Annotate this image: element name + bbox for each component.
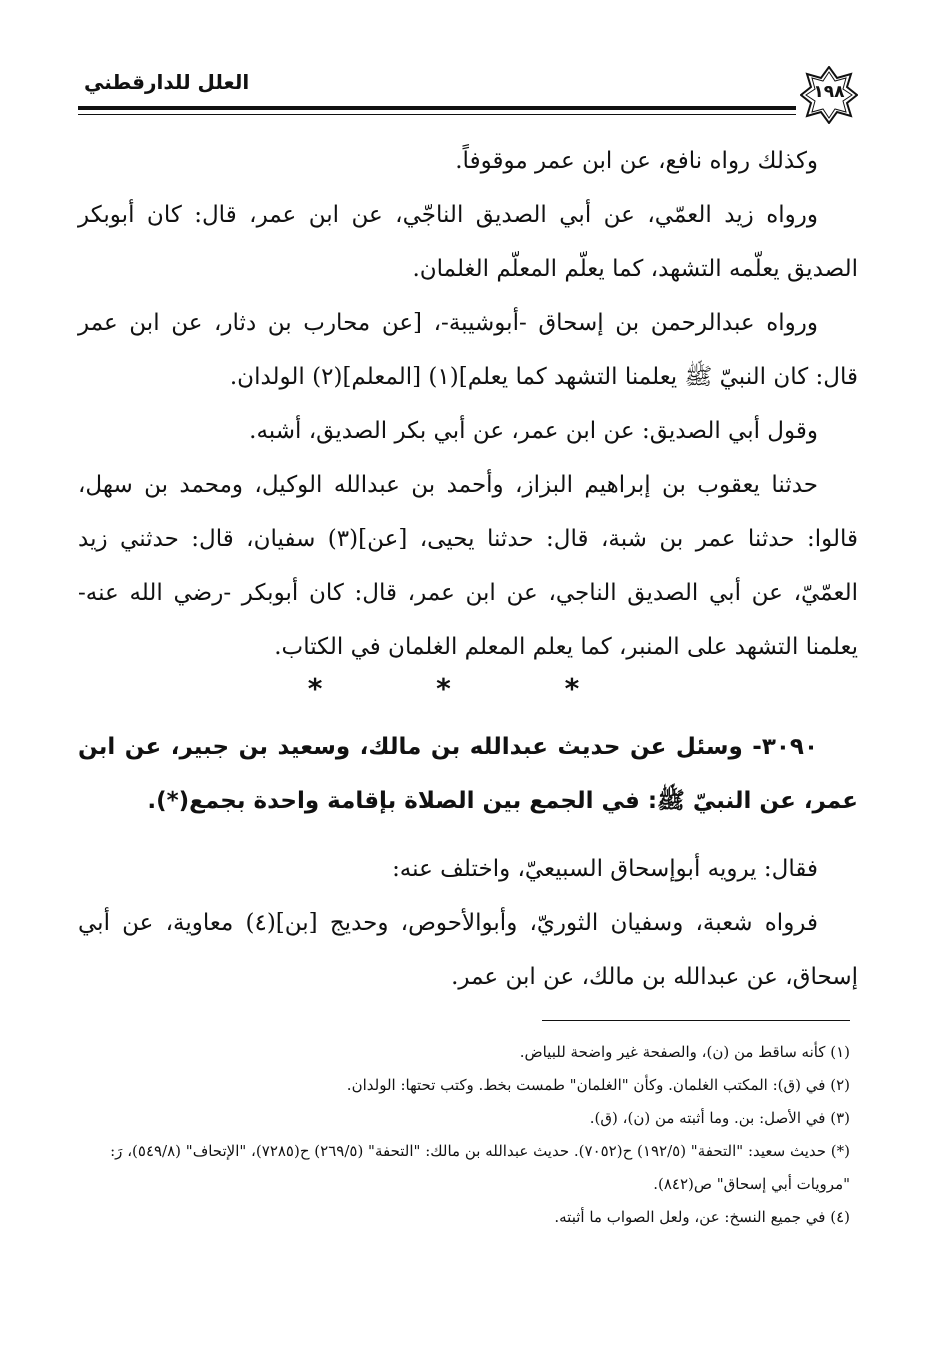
paragraph: ورواه زيد العمّي، عن أبي الصديق الناجّي، عن ابن عمر، قال: كان أبوبكر الصديق يعلّمه التشهد، كما يعلّم المعلّم الغلمان. xyxy=(78,202,858,282)
question-heading: ٣٠٩٠- وسئل عن حديث عبدالله بن مالك، وسعيد بن جبير، عن ابن عمر، عن النبيّ ﷺ: في الجمع بين الصلاة بإقامة واحدة بجمع(*). xyxy=(78,734,858,814)
footnote: (٢) في (ق): المكتب الغلمان. وكأن "الغلمان" طمست بخط. وكتب تحتها: الولدان. xyxy=(346,1076,850,1094)
page-number: ١٩٨ xyxy=(813,82,845,102)
header-rule-thin xyxy=(78,114,796,115)
footnote: (٣) في الأصل: بن. وما أثبته من (ن)، (ق). xyxy=(589,1109,850,1127)
paragraph: ورواه عبدالرحمن بن إسحاق -أبوشيبة-، [عن محارب بن دثار، عن ابن عمر قال: كان النبيّ ﷺ يعلمنا التشهد كما يعلم](١) [المعلم](٢) الولدان. xyxy=(78,310,858,390)
footnotes xyxy=(78,1036,850,1234)
answer-block xyxy=(78,842,858,1004)
paragraph: وقول أبي الصديق: عن ابن عمر، عن أبي بكر الصديق، أشبه. xyxy=(249,418,818,444)
paragraph: فرواه شعبة، وسفيان الثوريّ، وأبوالأحوص، وحديج [بن](٤) معاوية، عن أبي إسحاق، عن عبدالله بن مالك، عن ابن عمر. xyxy=(78,910,858,990)
paragraph: فقال: يرويه أبوإسحاق السبيعيّ، واختلف عنه: xyxy=(392,856,818,882)
paragraph: حدثنا يعقوب بن إبراهيم البزاز، وأحمد بن عبدالله الوكيل، ومحمد بن سهل، قالوا: حدثنا عمر بن شبة، قال: حدثنا يحيى، [عن](٣) سفيان، قال: حدثني زيد العمّيّ، عن أبي الصديق الناجي، عن ابن عمر، قال: كان أبوبكر -رضي الله عنه- يعلمنا التشهد على المنبر، كما يعلم المعلم الغلمان في الكتاب. xyxy=(78,472,858,660)
section-separator: * * * xyxy=(307,672,632,705)
header-rule-thick xyxy=(78,106,796,110)
question-block xyxy=(78,720,858,828)
footnote: (١) كأنه ساقط من (ن)، والصفحة غير واضحة للبياض. xyxy=(519,1043,850,1061)
paragraph: وكذلك رواه نافع، عن ابن عمر موقوفاً. xyxy=(455,148,818,174)
footnote: (٤) في جميع النسخ: عن، ولعل الصواب ما أثبته. xyxy=(554,1208,850,1226)
main-text-block xyxy=(78,134,858,674)
footnote: (*) حديث سعيد: "التحفة" (١٩٢/٥) ح(٧٠٥٢). حديث عبدالله بن مالك: "التحفة" (٢٦٩/٥) ح(٧٢٨٥)، "الإتحاف" (٥٤٩/٨)، رَ: "مرويات أبي إسحاق" ص(٨٤٢). xyxy=(110,1142,850,1193)
footnote-separator xyxy=(542,1020,850,1021)
running-title: العلل للدارقطني xyxy=(84,70,250,94)
page-header xyxy=(78,62,858,122)
